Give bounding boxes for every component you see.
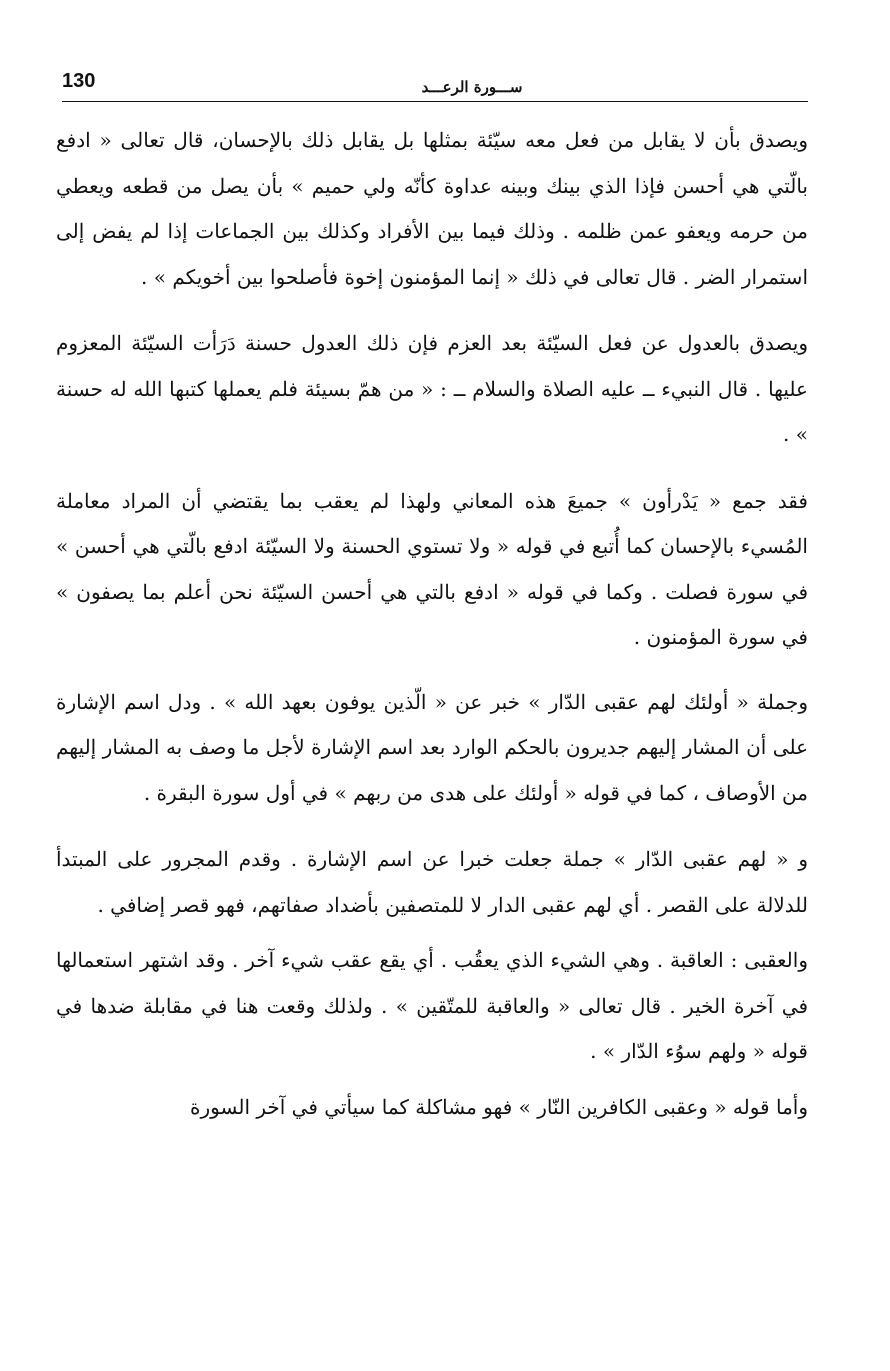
paragraph-7: وأما قوله « وعقبى الكافرين النّار » فهو مشاكلة كما سيأتي في آخر السورة [190,1094,808,1119]
paragraph-1: ويصدق بأن لا يقابل من فعل معه سيّئة بمثلها بل يقابل ذلك بالإحسان، قال تعالى « ادفع بالّتي هي أحسن فإذا الذي بينك وبينه عداوة كأنّه ولي حميم » بأن يصل من قطعه ويعطي من حرمه ويعفو عمن ظلمه . وذلك فيما بين الأفراد وكذلك بين الجماعات إذا لم يفض إلى استمرار الضر . قال تعالى في ذلك « إنما المؤمنون إخوة فأصلحوا بين أخويكم » . [56,128,808,289]
running-title: ســـورة الرعـــد [421,78,523,96]
page-number: 130 [62,70,96,92]
paragraph-3: فقد جمع « يَدْرأون » جميعَ هذه المعاني ولهذا لم يعقب بما يقتضي أن المراد معاملة المُسيء بالإحسان كما أُتبع في قوله « ولا تستوي الحسنة ولا السيّئة ادفع بالّتي هي أحسن » في سورة فصلت . وكما في قوله « ادفع بالتي هي أحسن السيّئة نحن أعلم بما يصفون » في سورة المؤمنون . [56,488,808,649]
paragraph-4: وجملة « أولئك لهم عقبى الدّار » خبر عن « الّذين يوفون بعهد الله » . ودل اسم الإشارة على أن المشار إليهم جديرون بالحكم الوارد بعد اسم الإشارة لأجل ما وصف به المشار إليهم من الأوصاف ، كما في قوله « أولئك على هدى من ربهم » في أول سورة البقرة . [56,689,808,805]
header-rule [62,101,808,102]
paragraph-6: والعقبى : العاقبة . وهي الشيء الذي يعقُب . أي يقع عقب شيء آخر . وقد اشتهر استعمالها في آخرة الخير . قال تعالى « والعاقبة للمتّقين » . ولذلك وقعت هنا في مقابلة ضدها في قوله « ولهم سوُء الدّار » . [56,948,808,1063]
paragraph-2: ويصدق بالعدول عن فعل السيّئة بعد العزم فإن ذلك العدول حسنة دَرَأت السيّئة المعزوم عليها . قال النبيء ــ عليه الصلاة والسلام ــ : « من همّ بسيئة فلم يعملها كتبها الله له حسنة » . [56,331,808,446]
page-header [62,64,808,102]
text-body [56,118,808,1130]
paragraph-5: و « لهم عقبى الدّار » جملة جعلت خبرا عن اسم الإشارة . وقدم المجرور على المبتدأ للدلالة على القصر . أي لهم عقبى الدار لا للمتصفين بأضداد صفاتهم، فهو قصر إضافي . [56,847,808,917]
